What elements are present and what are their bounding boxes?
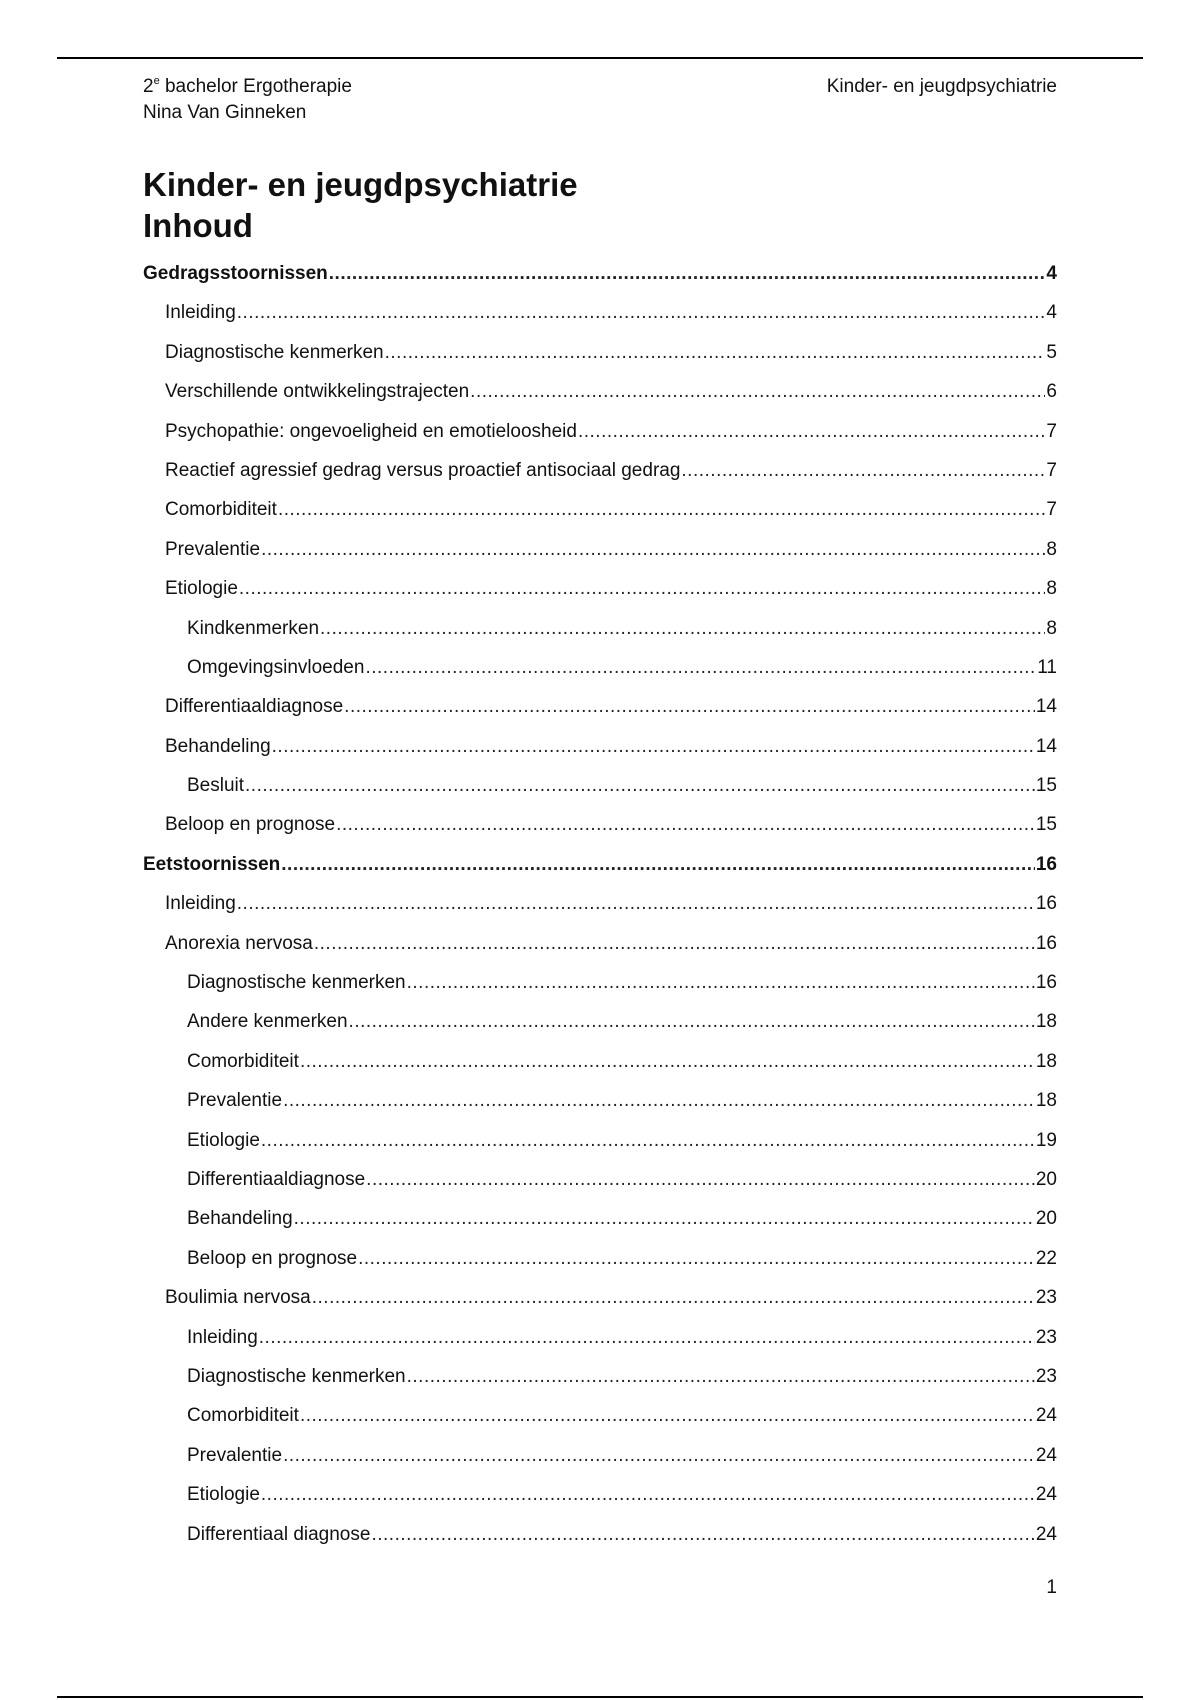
toc-entry-page: 18 (1035, 1050, 1057, 1072)
toc-entry-label: Comorbiditeit (187, 1050, 299, 1072)
toc-entry[interactable] (143, 1396, 1057, 1435)
toc-entry-page: 8 (1046, 578, 1057, 600)
toc-entry-page: 16 (1035, 853, 1057, 875)
toc-entry-label: Behandeling (187, 1208, 293, 1230)
toc-entry[interactable] (143, 333, 1057, 372)
toc-entry[interactable] (143, 451, 1057, 490)
toc-entry-page: 19 (1035, 1129, 1057, 1151)
toc-entry-page: 23 (1035, 1287, 1057, 1309)
toc-entry-label: Prevalentie (187, 1444, 283, 1466)
toc-entry-label: Inleiding (165, 302, 236, 324)
toc-entry-page: 24 (1035, 1523, 1057, 1545)
toc-dot-leader (272, 727, 1035, 766)
toc-entry[interactable] (143, 254, 1057, 293)
toc-entry-page: 14 (1035, 735, 1057, 757)
toc-entry-label: Etiologie (187, 1484, 260, 1506)
document-title-line2: Inhoud (143, 207, 253, 244)
toc-entry-label: Comorbiditeit (165, 499, 277, 521)
toc-entry-page: 8 (1046, 538, 1057, 560)
toc-dot-leader (366, 1160, 1035, 1199)
toc-entry-label: Etiologie (187, 1129, 260, 1151)
toc-dot-leader (237, 884, 1035, 923)
toc-dot-leader (294, 1199, 1035, 1238)
toc-entry[interactable] (143, 727, 1057, 766)
toc-entry-label: Gedragsstoornissen (143, 263, 328, 284)
toc-entry-page: 8 (1046, 617, 1057, 639)
toc-entry-page: 7 (1046, 499, 1057, 521)
toc-entry-label: Andere kenmerken (187, 1011, 348, 1033)
toc-dot-leader (300, 1042, 1035, 1081)
toc-entry-label: Inleiding (165, 893, 236, 915)
toc-entry[interactable] (143, 490, 1057, 529)
toc-entry-page: 15 (1035, 775, 1057, 797)
header-year-number: 2 (143, 76, 154, 97)
table-of-contents (143, 254, 1057, 1554)
toc-dot-leader (245, 766, 1035, 805)
toc-entry-page: 15 (1035, 814, 1057, 836)
toc-dot-leader (578, 412, 1045, 451)
toc-entry[interactable] (143, 1357, 1057, 1396)
toc-entry-label: Kindkenmerken (187, 617, 320, 639)
toc-entry-page: 4 (1046, 302, 1057, 324)
toc-entry-label: Diagnostische kenmerken (165, 341, 384, 363)
toc-dot-leader (259, 1318, 1035, 1357)
toc-entry-label: Omgevingsinvloeden (187, 656, 365, 678)
document-title (143, 164, 578, 246)
toc-dot-leader (261, 530, 1045, 569)
toc-entry[interactable] (143, 1515, 1057, 1554)
toc-entry-label: Verschillende ontwikkelingstrajecten (165, 381, 470, 403)
toc-entry[interactable] (143, 884, 1057, 923)
toc-entry-label: Differentiaal diagnose (187, 1523, 371, 1545)
toc-entry-page: 11 (1037, 656, 1057, 678)
toc-entry-page: 20 (1035, 1168, 1057, 1190)
page-number: 1 (1046, 1577, 1057, 1598)
toc-entry-label: Diagnostische kenmerken (187, 1365, 406, 1387)
toc-entry-page: 7 (1046, 459, 1057, 481)
toc-entry-label: Comorbiditeit (187, 1405, 299, 1427)
toc-entry[interactable] (143, 569, 1057, 608)
toc-entry-label: Behandeling (165, 735, 271, 757)
page-header (143, 74, 1057, 134)
toc-entry-label: Besluit (187, 775, 245, 797)
toc-entry-label: Differentiaaldiagnose (187, 1168, 366, 1190)
toc-dot-leader (281, 845, 1035, 884)
toc-entry-page: 18 (1035, 1011, 1057, 1033)
toc-entry-label: Psychopathie: ongevoeligheid en emotieloosheid (165, 420, 577, 442)
header-author: Nina Van Ginneken (143, 102, 307, 123)
toc-entry[interactable] (143, 1002, 1057, 1041)
toc-dot-leader (300, 1396, 1035, 1435)
toc-entry-page: 14 (1035, 696, 1057, 718)
toc-entry-page: 23 (1035, 1365, 1057, 1387)
document-title-line1: Kinder- en jeugdpsychiatrie (143, 166, 578, 203)
toc-entry-page: 16 (1035, 972, 1057, 994)
toc-entry-label: Prevalentie (165, 538, 261, 560)
toc-entry[interactable] (143, 963, 1057, 1002)
toc-entry-label: Beloop en prognose (187, 1247, 358, 1269)
toc-entry[interactable] (143, 530, 1057, 569)
toc-dot-leader (283, 1081, 1035, 1120)
toc-dot-leader (681, 451, 1045, 490)
toc-entry[interactable] (143, 766, 1057, 805)
toc-entry-label: Boulimia nervosa (165, 1287, 311, 1309)
toc-dot-leader (237, 293, 1046, 332)
toc-entry-page: 6 (1046, 381, 1057, 403)
toc-dot-leader (336, 805, 1035, 844)
toc-dot-leader (470, 372, 1045, 411)
toc-entry[interactable] (143, 1042, 1057, 1081)
toc-entry-page: 20 (1035, 1208, 1057, 1230)
header-program-line (143, 74, 352, 100)
toc-dot-leader (261, 1121, 1035, 1160)
toc-entry[interactable] (143, 1199, 1057, 1238)
toc-entry[interactable] (143, 687, 1057, 726)
toc-entry[interactable] (143, 1160, 1057, 1199)
toc-dot-leader (407, 1357, 1035, 1396)
toc-entry[interactable] (143, 1436, 1057, 1475)
header-year-suffix: e (153, 75, 160, 87)
toc-entry-label: Diagnostische kenmerken (187, 972, 406, 994)
toc-entry-label: Beloop en prognose (165, 814, 336, 836)
toc-dot-leader (312, 1278, 1035, 1317)
toc-entry[interactable] (143, 372, 1057, 411)
toc-entry[interactable] (143, 1278, 1057, 1317)
toc-dot-leader (371, 1515, 1034, 1554)
toc-dot-leader (358, 1239, 1035, 1278)
toc-entry-label: Reactief agressief gedrag versus proactief antisociaal gedrag (165, 459, 681, 481)
toc-dot-leader (278, 490, 1045, 529)
toc-dot-leader (329, 254, 1046, 293)
toc-dot-leader (344, 687, 1035, 726)
toc-entry[interactable] (143, 1081, 1057, 1120)
header-rule (57, 57, 1143, 59)
toc-entry-page: 16 (1035, 932, 1057, 954)
toc-entry-label: Etiologie (165, 578, 238, 600)
toc-dot-leader (407, 963, 1035, 1002)
toc-entry[interactable] (143, 1121, 1057, 1160)
header-program: bachelor Ergotherapie (159, 76, 352, 97)
toc-entry[interactable] (143, 1475, 1057, 1514)
toc-entry-page: 23 (1035, 1326, 1057, 1348)
toc-dot-leader (239, 569, 1046, 608)
toc-entry[interactable] (143, 1318, 1057, 1357)
toc-entry[interactable] (143, 1239, 1057, 1278)
footer-rule (57, 1696, 1143, 1698)
toc-entry-page: 7 (1046, 420, 1057, 442)
header-course: Kinder- en jeugdpsychiatrie (826, 76, 1057, 97)
toc-entry-page: 18 (1035, 1090, 1057, 1112)
toc-entry[interactable] (143, 845, 1057, 884)
toc-entry-page: 5 (1046, 341, 1057, 363)
header-left (143, 74, 352, 126)
toc-entry[interactable] (143, 293, 1057, 332)
toc-entry-page: 22 (1035, 1247, 1057, 1269)
toc-entry-label: Anorexia nervosa (165, 932, 313, 954)
toc-entry-page: 24 (1035, 1484, 1057, 1506)
toc-dot-leader (349, 1002, 1035, 1041)
toc-entry-page: 24 (1035, 1444, 1057, 1466)
toc-entry-page: 16 (1035, 893, 1057, 915)
toc-entry[interactable] (143, 412, 1057, 451)
toc-entry-page: 4 (1046, 263, 1057, 284)
toc-entry-page: 24 (1035, 1405, 1057, 1427)
toc-dot-leader (314, 924, 1035, 963)
toc-entry[interactable] (143, 609, 1057, 648)
toc-dot-leader (385, 333, 1046, 372)
toc-entry[interactable] (143, 805, 1057, 844)
toc-entry[interactable] (143, 924, 1057, 963)
toc-entry[interactable] (143, 648, 1057, 687)
toc-entry-label: Inleiding (187, 1326, 258, 1348)
toc-dot-leader (320, 609, 1045, 648)
toc-entry-label: Eetstoornissen (143, 853, 281, 875)
toc-dot-leader (283, 1436, 1035, 1475)
toc-dot-leader (365, 648, 1036, 687)
toc-entry-label: Differentiaaldiagnose (165, 696, 344, 718)
toc-entry-label: Prevalentie (187, 1090, 283, 1112)
toc-dot-leader (261, 1475, 1035, 1514)
